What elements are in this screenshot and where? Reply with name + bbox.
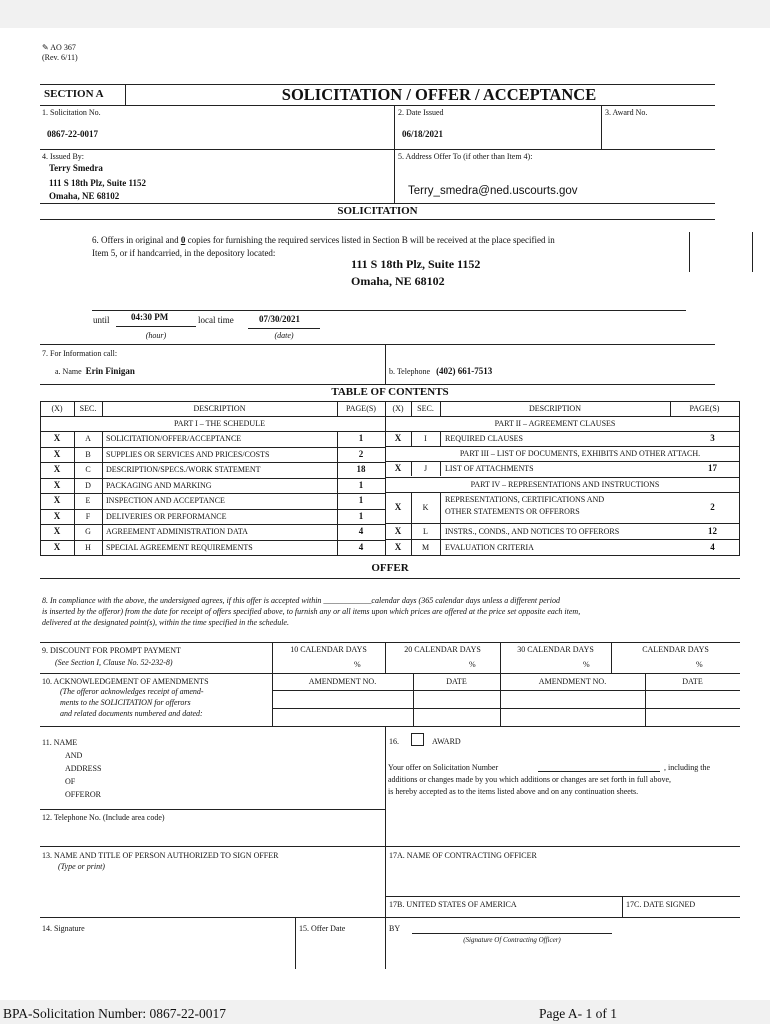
depository-addr2: Omaha, NE 68102 — [351, 274, 445, 288]
award-text-2: additions or changes made by you which additions or changes are set forth in full above, — [388, 775, 672, 784]
sol-no-label: 1. Solicitation No. — [42, 108, 101, 117]
days30-label: 30 CALENDAR DAYS — [517, 645, 594, 654]
pct-30: % — [583, 660, 590, 669]
offeror-address-label: ADDRESS — [65, 764, 102, 773]
hour-value: 04:30 PM — [131, 312, 169, 322]
toc-row-pages: 2 — [358, 448, 364, 459]
toc-K-desc2: OTHER STATEMENTS OR OFFERORS — [445, 507, 580, 516]
date-label: (date) — [274, 331, 294, 340]
pct-20: % — [469, 660, 476, 669]
co-signature-label: (Signature Of Contracting Officer) — [463, 936, 561, 944]
address-offer-label: 5. Address Offer To (if other than Item 4): — [398, 152, 533, 161]
date-issued-value: 06/18/2021 — [402, 129, 444, 139]
item6-pre: 6. Offers in original and — [92, 235, 181, 245]
award-number-label: 16. — [389, 737, 399, 746]
toc-row-pages: 4 — [358, 541, 364, 552]
award-text-1b: , including the — [664, 763, 710, 772]
name-label-text: a. Name — [55, 367, 82, 376]
depository-addr1: 111 S 18th Plz, Suite 1152 — [351, 257, 481, 271]
toc-J-sec: J — [423, 464, 428, 473]
tel-label-text: b. Telephone — [389, 367, 431, 376]
section-label: SECTION A — [44, 88, 104, 100]
item6-line2: Item 5, or if handcarried, in the depository located: — [92, 248, 276, 258]
date-issued-label: 2. Date Issued — [398, 108, 444, 117]
form-rev: (Rev. 6/11) — [42, 53, 78, 62]
local-time-label: local time — [198, 315, 234, 325]
toc-row-x: X — [53, 464, 61, 474]
name13-sub: (Type or print) — [58, 862, 105, 871]
form-id-text: AO 367 — [50, 43, 76, 52]
tel-label — [389, 366, 492, 377]
toc-row-desc: INSPECTION AND ACCEPTANCE — [106, 496, 225, 505]
toc-I-pages: 3 — [710, 433, 715, 443]
discount-label: 9. DISCOUNT FOR PROMPT PAYMENT — [42, 646, 181, 655]
award-text-1: Your offer on Solicitation Number — [388, 763, 499, 772]
toc-M-sec: M — [421, 543, 430, 552]
copies-value: 0 — [180, 235, 186, 245]
toc-row-desc: SOLICITATION/OFFER/ACCEPTANCE — [106, 434, 242, 443]
name13-label: 13. NAME AND TITLE OF PERSON AUTHORIZED TO SIGN OFFER — [42, 851, 279, 860]
toc-row-sec: A — [85, 434, 91, 443]
days-cal-label: CALENDAR DAYS — [642, 645, 709, 654]
offeror-label: OFFEROR — [65, 790, 102, 799]
ack-sub2: ments to the SOLICITATION for offerors — [60, 698, 191, 707]
toc-row-desc: AGREEMENT ADMINISTRATION DATA — [106, 527, 248, 536]
pct-cal: % — [696, 660, 703, 669]
ack-sub3: and related documents numbered and dated: — [60, 709, 203, 718]
toc-I-sec: I — [424, 434, 427, 443]
info-name: Erin Finigan — [85, 366, 135, 376]
toc-row-x: X — [53, 479, 61, 490]
toc-row-sec: H — [85, 542, 91, 552]
item8-line2: is inserted by the offeror) from the date for receipt of offers specified above, to furnish any or all items upon which prices are offered at the price set opposite each item, — [42, 607, 581, 616]
toc-col-desc: DESCRIPTION — [193, 404, 246, 413]
toc-J-x: X — [394, 463, 402, 473]
award-checkbox[interactable] — [411, 733, 424, 746]
amend-no-label-2: AMENDMENT NO. — [538, 677, 607, 686]
item6-post: copies for furnishing the required services listed in Section B will be received at the place specified in — [185, 235, 555, 245]
toc-M-x: X — [394, 542, 402, 552]
toc-row-pages: 18 — [356, 464, 366, 474]
toc-row-desc: PACKAGING AND MARKING — [106, 480, 212, 490]
offeror-name-label: 11. NAME — [42, 738, 78, 747]
amend-date-label-1: DATE — [446, 677, 467, 686]
toc-part1: PART I – THE SCHEDULE — [174, 419, 265, 428]
toc-part4: PART IV – REPRESENTATIONS AND INSTRUCTIONS — [470, 480, 660, 489]
toc-row-pages: 1 — [358, 479, 364, 490]
toc-part2: PART II – AGREEMENT CLAUSES — [494, 419, 616, 428]
toc-L-desc: INSTRS., CONDS., AND NOTICES TO OFFERORS — [445, 527, 620, 536]
address-offer-email: Terry_smedra@ned.uscourts.gov — [408, 185, 578, 197]
toc-I-x: X — [394, 433, 402, 443]
issued-addr2: Omaha, NE 68102 — [49, 191, 120, 201]
top-band — [0, 0, 770, 28]
info-tel: (402) 661-7513 — [436, 366, 493, 376]
toc-part3: PART III – LIST OF DOCUMENTS, EXHIBITS AND OTHER ATTACH. — [459, 449, 701, 458]
toc-col-x-right: (X) — [392, 404, 404, 413]
toc-heading: TABLE OF CONTENTS — [331, 386, 449, 398]
offer-heading: OFFER — [371, 562, 409, 574]
ack-label: 10. ACKNOWLEDGEMENT OF AMENDMENTS — [42, 677, 209, 686]
days10-label: 10 CALENDAR DAYS — [290, 645, 367, 654]
toc-I-desc: REQUIRED CLAUSES — [445, 434, 524, 443]
toc-row-desc: DELIVERIES OR PERFORMANCE — [106, 511, 227, 521]
toc-row-desc: DESCRIPTION/SPECS./WORK STATEMENT — [106, 465, 261, 474]
toc-row-pages: 1 — [358, 510, 364, 521]
solicitation-heading: SOLICITATION — [337, 205, 418, 217]
pen-icon: ✎ — [42, 43, 49, 52]
toc-row-sec: B — [85, 449, 91, 459]
footer-solicitation: BPA-Solicitation Number: 0867-22-0017 — [3, 1006, 226, 1021]
footer-page: Page A- 1 of 1 — [539, 1006, 617, 1021]
toc-col-sec-right: SEC. — [417, 404, 434, 413]
ack-sub1: (The offeror acknowledges receipt of amend- — [60, 687, 204, 696]
discount-sub: (See Section I, Clause No. 52-232-8) — [55, 658, 173, 667]
toc-row-sec: E — [85, 496, 91, 505]
toc-col-pages: PAGE(S) — [346, 404, 376, 413]
toc-M-desc: EVALUATION CRITERIA — [445, 543, 534, 552]
item6-line1 — [92, 235, 555, 246]
until-label: until — [93, 315, 110, 325]
toc-col-desc-right: DESCRIPTION — [528, 404, 581, 413]
date-value: 07/30/2021 — [259, 314, 301, 324]
sol-no-value: 0867-22-0017 — [47, 129, 98, 139]
offeror-of-label: OF — [65, 777, 76, 786]
toc-M-pages: 4 — [710, 542, 715, 552]
offer15-label: 15. Offer Date — [299, 924, 346, 933]
toc-J-pages: 17 — [708, 463, 717, 473]
toc-row-x: X — [53, 433, 61, 443]
toc-K-x: X — [394, 502, 402, 512]
date17c-label: 17C. DATE SIGNED — [626, 900, 696, 909]
issued-addr1: 111 S 18th Plz, Suite 1152 — [49, 178, 147, 188]
toc-row-desc: SPECIAL AGREEMENT REQUIREMENTS — [106, 542, 253, 552]
us17b-label: 17B. UNITED STATES OF AMERICA — [389, 900, 517, 909]
toc-row-desc: SUPPLIES OR SERVICES AND PRICES/COSTS — [106, 449, 270, 459]
toc-row-x: X — [53, 526, 61, 536]
toc-row-pages: 4 — [358, 526, 364, 536]
item8-line1: 8. In compliance with the above, the undersigned agrees, if this offer is accepted within ____________calendar days (365 calendar days unless a different period — [42, 596, 560, 605]
award-text-3: is hereby accepted as to the items listed above and on any continuation sheets. — [388, 787, 639, 796]
toc-row-x: X — [53, 448, 61, 459]
award-no-label: 3. Award No. — [605, 108, 648, 117]
amend-no-label-1: AMENDMENT NO. — [308, 677, 377, 686]
by-label: BY — [389, 924, 401, 933]
issued-name: Terry Smedra — [49, 163, 103, 173]
tel12-label: 12. Telephone No. (Include area code) — [42, 813, 165, 822]
award-label: AWARD — [432, 737, 461, 746]
info-label: 7. For Information call: — [42, 349, 118, 358]
issued-by-label: 4. Issued By: — [42, 152, 84, 161]
toc-row-sec: D — [85, 480, 91, 490]
toc-L-sec: L — [423, 527, 428, 536]
amend-date-label-2: DATE — [682, 677, 703, 686]
item8-line3: delivered at the designated point(s), within the time specified in the schedule. — [42, 618, 289, 627]
co17a-label: 17A. NAME OF CONTRACTING OFFICER — [389, 851, 537, 860]
name-label — [55, 366, 135, 377]
toc-row-pages: 1 — [358, 495, 364, 505]
toc-row-x: X — [53, 495, 61, 505]
form-id — [42, 43, 76, 52]
form-title: SOLICITATION / OFFER / ACCEPTANCE — [281, 85, 597, 104]
toc-K-sec: K — [422, 503, 429, 512]
toc-row-x: X — [53, 541, 61, 552]
toc-row-pages: 1 — [358, 433, 364, 443]
toc-K-desc1: REPRESENTATIONS, CERTIFICATIONS AND — [445, 495, 605, 504]
toc-row-sec: G — [85, 527, 91, 536]
sig14-label: 14. Signature — [42, 924, 85, 933]
pct-10: % — [354, 660, 361, 669]
days20-label: 20 CALENDAR DAYS — [404, 645, 481, 654]
toc-K-pages: 2 — [710, 502, 715, 512]
toc-col-x: (X) — [51, 404, 63, 413]
toc-row-x: X — [53, 510, 61, 521]
offeror-and-label: AND — [65, 751, 83, 760]
toc-row-sec: F — [85, 511, 91, 521]
toc-J-desc: LIST OF ATTACHMENTS — [445, 464, 534, 473]
toc-L-x: X — [394, 526, 402, 536]
toc-col-pages-right: PAGE(S) — [689, 404, 720, 413]
toc-row-sec: C — [85, 465, 91, 474]
toc-L-pages: 12 — [708, 526, 717, 536]
toc-col-sec: SEC. — [79, 404, 97, 413]
hour-label: (hour) — [145, 331, 167, 340]
